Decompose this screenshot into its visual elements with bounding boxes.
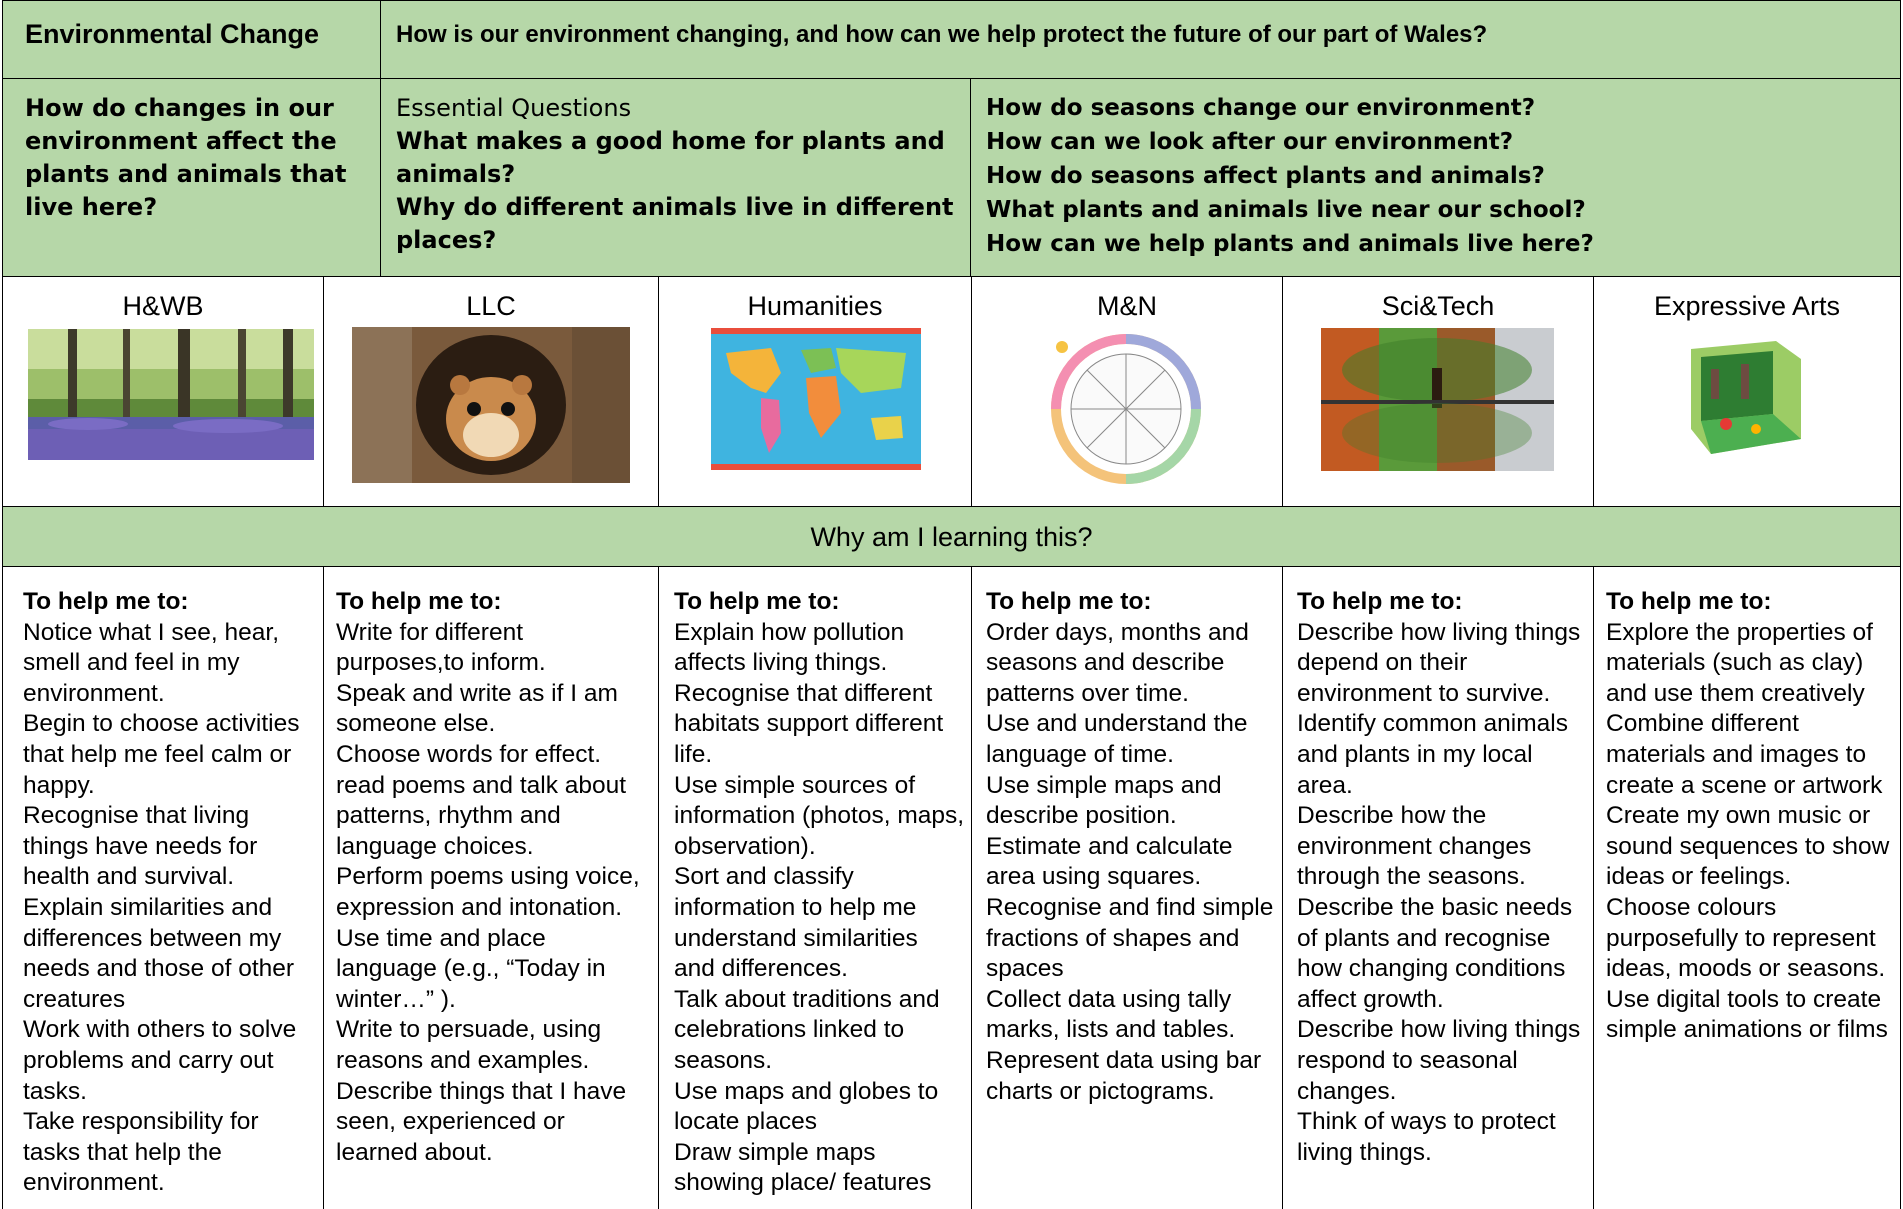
outcomes-humanities bbox=[658, 566, 972, 1209]
four-seasons-tree-image bbox=[1321, 328, 1554, 471]
outcome-item: Identify common animals and plants in my local area. bbox=[1297, 710, 1568, 799]
essential-question: Why do different animals live in different places? bbox=[396, 193, 954, 254]
sub-question: What plants and animals live near our school? bbox=[986, 197, 1586, 223]
outcome-item: Recognise that different habitats support different life. bbox=[674, 679, 944, 768]
forest-diorama-image bbox=[1681, 329, 1811, 459]
outcome-item: Choose words for effect. bbox=[336, 740, 602, 768]
dormouse-image bbox=[352, 327, 630, 483]
subject-name: Sci&Tech bbox=[1381, 291, 1495, 321]
outcome-item: Write for different purposes,to inform. bbox=[336, 618, 546, 677]
outcome-item: Think of ways to protect living things. bbox=[1297, 1108, 1556, 1166]
why-learning-heading: Why am I learning this? bbox=[2, 506, 1901, 567]
outcomes-scitech bbox=[1282, 566, 1594, 1209]
outcome-item: Take responsibility for tasks that help the environment. bbox=[23, 1108, 259, 1197]
outcome-item: Describe how living things respond to seasonal changes. bbox=[1297, 1016, 1581, 1105]
outcome-item: Describe how the environment changes through the seasons. bbox=[1297, 802, 1532, 891]
outcome-item: Perform poems using voice, expression and intonation. bbox=[336, 863, 640, 921]
subject-name: H&WB bbox=[122, 291, 204, 321]
world-map-image bbox=[711, 328, 921, 470]
subject-scitech bbox=[1282, 276, 1594, 507]
sub-question: How do seasons affect plants and animals? bbox=[986, 163, 1545, 189]
outcome-item: Use time and place language (e.g., “Today in winter…” ). bbox=[336, 924, 606, 1013]
essential-questions-heading: Essential Questions bbox=[396, 94, 632, 122]
big-question: How is our environment changing, and how can we help protect the future of our part of Wales? bbox=[380, 0, 1901, 79]
bluebell-woodland-image bbox=[28, 329, 314, 460]
outcome-item: Talk about traditions and celebrations linked to seasons. bbox=[674, 985, 940, 1074]
column-heading: To help me to: bbox=[1297, 588, 1463, 615]
topic-title: Environmental Change bbox=[2, 0, 381, 79]
outcome-item: read poems and talk about patterns, rhythm and language choices. bbox=[336, 771, 627, 860]
sub-question: How can we help plants and animals live here? bbox=[986, 231, 1594, 257]
column-heading: To help me to: bbox=[674, 588, 840, 615]
outcome-item: Describe how living things depend on their environment to survive. bbox=[1297, 618, 1581, 707]
outcome-item: Describe the basic needs of plants and recognise how changing conditions affect growth. bbox=[1297, 893, 1573, 1013]
essential-questions bbox=[380, 78, 971, 277]
outcome-item: Combine different materials and images to create a scene or artwork bbox=[1606, 710, 1883, 799]
outcome-item: Represent data using bar charts or pictograms. bbox=[986, 1046, 1262, 1105]
subject-name: Humanities bbox=[747, 291, 883, 321]
subject-mn bbox=[971, 276, 1283, 507]
outcome-item: Choose colours purposefully to represent ideas, moods or seasons. bbox=[1606, 893, 1886, 983]
column-heading: To help me to: bbox=[986, 588, 1152, 615]
outcome-item: Begin to choose activities that help me feel calm or happy. bbox=[23, 710, 300, 799]
column-heading: To help me to: bbox=[1606, 588, 1772, 615]
column-heading: To help me to: bbox=[336, 588, 502, 615]
main-question: How do changes in our environment affect the plants and animals that live here? bbox=[2, 78, 381, 277]
outcome-item: Use and understand the language of time. bbox=[986, 710, 1248, 768]
outcome-item: Use simple sources of information (photos, maps, observation). bbox=[674, 771, 965, 860]
outcome-item: Collect data using tally marks, lists and tables. bbox=[986, 985, 1236, 1044]
outcome-item: Notice what I see, hear, smell and feel in my environment. bbox=[23, 618, 280, 707]
outcomes-hwb bbox=[2, 566, 324, 1209]
seasons-wheel-image bbox=[1048, 325, 1204, 487]
subject-name: Expressive Arts bbox=[1653, 291, 1841, 321]
outcome-item: Work with others to solve problems and carry out tasks. bbox=[23, 1016, 297, 1105]
subject-hwb bbox=[2, 276, 324, 507]
outcome-item: Sort and classify information to help me understand similarities and differences. bbox=[674, 863, 918, 983]
outcome-item: Draw simple maps showing place/ features bbox=[674, 1138, 932, 1197]
sub-questions bbox=[970, 78, 1901, 277]
outcome-item: Explain how pollution affects living things. bbox=[674, 618, 905, 677]
outcome-item: Explore the properties of materials (such as clay) and use them creatively bbox=[1606, 618, 1873, 707]
subject-name: LLC bbox=[466, 291, 516, 321]
sub-question: How can we look after our environment? bbox=[986, 129, 1514, 155]
outcome-item: Use maps and globes to locate places bbox=[674, 1077, 939, 1136]
outcome-item: Create my own music or sound sequences to show ideas or feelings. bbox=[1606, 802, 1890, 891]
subject-llc bbox=[323, 276, 659, 507]
sub-question: How do seasons change our environment? bbox=[986, 95, 1536, 121]
outcome-item: Use digital tools to create simple animations or films bbox=[1606, 985, 1888, 1044]
outcome-item: Recognise that living things have needs for health and survival. bbox=[23, 802, 258, 891]
outcome-item: Explain similarities and differences between my needs and those of other creatures bbox=[23, 893, 295, 1013]
outcomes-arts bbox=[1593, 566, 1901, 1209]
outcomes-llc bbox=[323, 566, 659, 1209]
subject-arts bbox=[1593, 276, 1901, 507]
outcome-item: Recognise and find simple fractions of shapes and spaces bbox=[986, 893, 1274, 983]
subject-humanities bbox=[658, 276, 972, 507]
column-heading: To help me to: bbox=[23, 588, 189, 615]
outcome-item: Estimate and calculate area using squares. bbox=[986, 832, 1233, 891]
outcome-item: Speak and write as if I am someone else. bbox=[336, 679, 618, 738]
outcome-item: Use simple maps and describe position. bbox=[986, 771, 1222, 830]
essential-question: What makes a good home for plants and animals? bbox=[396, 127, 945, 188]
outcome-item: Describe things that I have seen, experienced or learned about. bbox=[336, 1077, 627, 1166]
outcomes-mn bbox=[971, 566, 1283, 1209]
subject-name: M&N bbox=[1097, 291, 1157, 321]
outcome-item: Write to persuade, using reasons and examples. bbox=[336, 1016, 602, 1074]
outcome-item: Order days, months and seasons and describe patterns over time. bbox=[986, 618, 1249, 707]
